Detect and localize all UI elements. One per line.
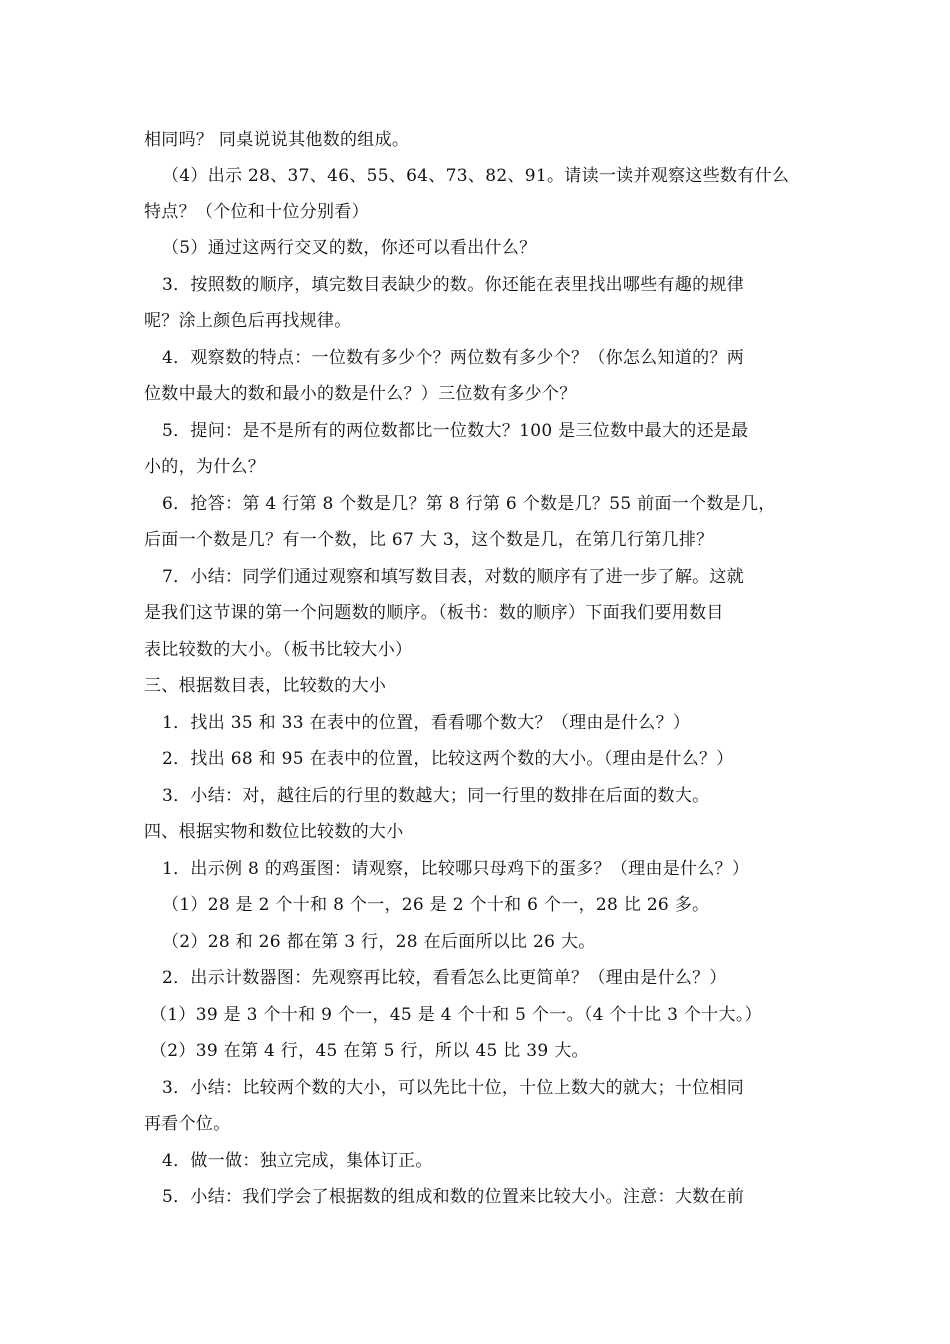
text-line: 3．小结：比较两个数的大小，可以先比十位，十位上数大的就大；十位相同 (162, 1078, 745, 1098)
text-line: 2．出示计数器图：先观察再比较，看看怎么比更简单？（理由是什么？） (162, 968, 727, 988)
text-line: 呢？涂上颜色后再找规律。 (144, 311, 352, 331)
text-line: 后面一个数是几？有一个数，比 67 大 3，这个数是几，在第几行第几排？ (144, 530, 714, 550)
text-line: 1．出示例 8 的鸡蛋图：请观察，比较哪只母鸡下的蛋多？（理由是什么？） (162, 859, 750, 879)
text-line: 特点？（个位和十位分别看） (144, 202, 369, 222)
text-line: （1）28 是 2 个十和 8 个一，26 是 2 个十和 6 个一，28 比 26 多。 (162, 895, 710, 915)
text-line: 2．找出 68 和 95 在表中的位置，比较这两个数的大小。（理由是什么？） (162, 749, 734, 769)
section-heading: 四、根据实物和数位比较数的大小 (144, 822, 404, 842)
text-line: 位数中最大的数和最小的数是什么？）三位数有多少个？ (144, 384, 577, 404)
text-line: 是我们这节课的第一个问题数的顺序。（板书：数的顺序）下面我们要用数目 (144, 603, 724, 623)
text-line: 小的，为什么？ (144, 457, 266, 477)
text-line: （4）出示 28、37、46、55、64、73、82、91。请读一读并观察这些数有什么 (162, 166, 790, 186)
text-line: 表比较数的大小。（板书比较大小） (144, 640, 413, 660)
text-line: （2）39 在第 4 行，45 在第 5 行，所以 45 比 39 大。 (150, 1041, 589, 1061)
text-line: （1）39 是 3 个十和 9 个一，45 是 4 个十和 5 个一。（4 个十比 3 个十大。） (150, 1005, 762, 1025)
text-line: （5）通过这两行交叉的数，你还可以看出什么？ (162, 238, 537, 258)
text-line: 4．观察数的特点：一位数有多少个？两位数有多少个？（你怎么知道的？两 (162, 348, 745, 368)
text-line: 3．小结：对，越往后的行里的数越大；同一行里的数排在后面的数大。 (162, 786, 710, 806)
text-line: 3．按照数的顺序，填完数目表缺少的数。你还能在表里找出哪些有趣的规律 (162, 275, 745, 295)
section-heading: 三、根据数目表，比较数的大小 (144, 676, 387, 696)
text-line: 4．做一做：独立完成，集体订正。 (162, 1151, 433, 1171)
text-line: 相同吗？ 同桌说说其他数的组成。 (144, 130, 410, 150)
text-line: 7．小结：同学们通过观察和填写数目表，对数的顺序有了进一步了解。这就 (162, 567, 745, 587)
text-line: 再看个位。 (144, 1114, 231, 1134)
text-line: 5．小结：我们学会了根据数的组成和数的位置来比较大小。注意：大数在前 (162, 1187, 745, 1207)
text-line: 6．抢答：第 4 行第 8 个数是几？第 8 行第 6 个数是几？55 前面一个数是几， (162, 494, 776, 514)
text-line: （2）28 和 26 都在第 3 行，28 在后面所以比 26 大。 (162, 932, 596, 952)
text-line: 1．找出 35 和 33 在表中的位置，看看哪个数大？（理由是什么？） (162, 713, 691, 733)
text-line: 5．提问：是不是所有的两位数都比一位数大？100 是三位数中最大的还是最 (162, 421, 749, 441)
